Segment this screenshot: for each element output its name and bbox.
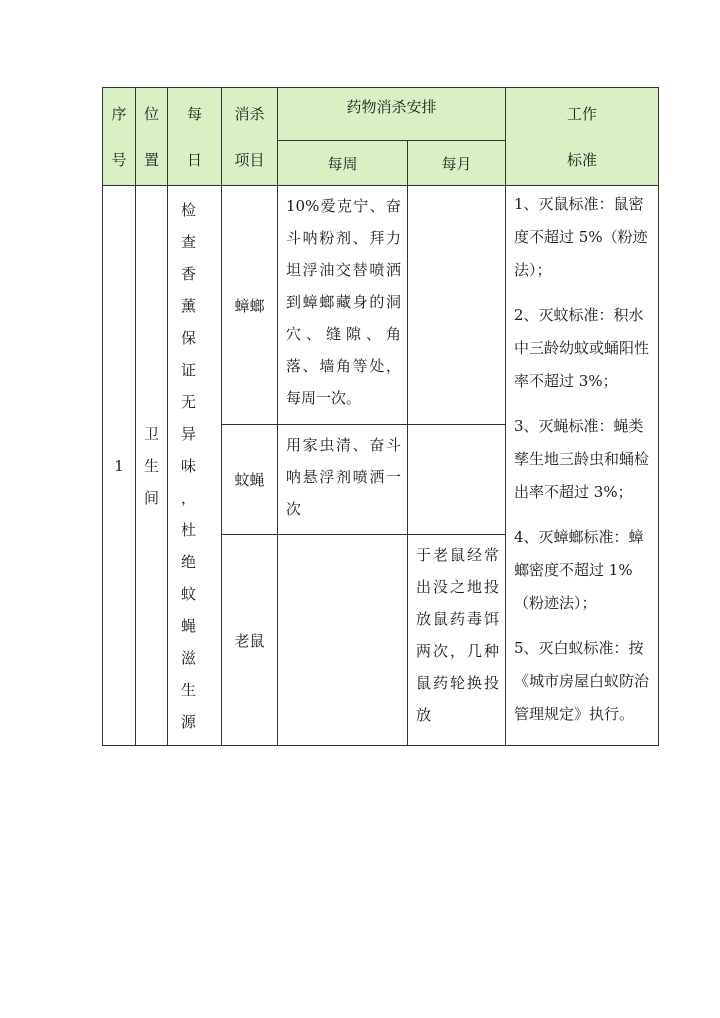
header-standard-line-1: 工作 [567, 104, 598, 123]
header-item-line-2: 项目 [234, 150, 265, 169]
weekly-mosquito-fly-text: 用家虫清、奋斗呐悬浮剂喷洒一次 [286, 436, 401, 519]
header-standard [506, 88, 659, 186]
daily-line-2: 香 薰 [180, 264, 208, 315]
header-standard-line-2: 标准 [567, 150, 598, 169]
standard-item-2: 2、灭蚊标准：积水中三龄幼蚊或蛹阳性率不超过 3%； [514, 306, 650, 390]
cell-standards [506, 186, 659, 746]
cell-pest-mosquito-fly: 蚊蝇 [222, 425, 278, 535]
cell-seq: 1 [103, 186, 136, 746]
location-char-2: 生 [143, 456, 159, 475]
header-daily-line-2: 日 [186, 150, 202, 169]
header-monthly: 每月 [408, 141, 506, 186]
cell-pest-cockroach: 蟑螂 [222, 186, 278, 425]
standard-item-5: 5、灭白蚁标准：按《城市房屋白蚁防治管理规定》执行。 [514, 639, 650, 723]
cell-monthly-cockroach [408, 186, 506, 425]
monthly-rat-text: 于老鼠经常出没之地投放鼠药毒饵两次，几种鼠药轮换投放 [416, 546, 500, 725]
header-seq-line-2: 号 [111, 150, 127, 169]
location-char-1: 卫 [143, 424, 159, 443]
cell-monthly-rat [408, 535, 506, 746]
header-plan: 药物消杀安排 [278, 88, 506, 141]
pest-control-table [102, 87, 659, 746]
standard-item-1: 1、灭鼠标准：鼠密度不超过 5%（粉迹法）； [514, 195, 648, 279]
daily-line-6: 杜 绝 [180, 520, 208, 571]
daily-line-1: 检 查 [180, 200, 208, 251]
header-daily-line-1: 每 [186, 104, 202, 123]
cell-daily [168, 186, 222, 746]
header-weekly: 每周 [278, 141, 408, 186]
daily-line-8: 滋 生 [180, 648, 208, 699]
table-row [103, 186, 659, 425]
weekly-cockroach-text: 10%爱克宁、奋斗呐粉剂、拜力坦浮油交替喷洒到蟑螂藏身的洞穴、缝隙、角落、墙角等处，每周一次。 [286, 197, 401, 407]
header-seq-line-1: 序 [111, 104, 127, 123]
header-seq [103, 88, 136, 186]
location-char-3: 间 [143, 488, 159, 507]
daily-line-9: 源 [180, 712, 208, 731]
header-location [136, 88, 168, 186]
cell-weekly-rat [278, 535, 408, 746]
header-item-line-1: 消杀 [234, 104, 265, 123]
daily-line-3: 保 证 [180, 328, 208, 379]
daily-line-4: 无 异 [180, 392, 208, 443]
header-daily [168, 88, 222, 186]
header-row-1 [103, 88, 659, 141]
cell-weekly-cockroach [278, 186, 408, 425]
header-location-line-2: 置 [143, 150, 159, 169]
standard-item-3: 3、灭蝇标准：蝇类孳生地三龄虫和蛹检出率不超过 3%； [514, 417, 650, 501]
header-location-line-1: 位 [143, 104, 159, 123]
daily-line-7: 蚊 蝇 [180, 584, 208, 635]
cell-weekly-mosquito-fly [278, 425, 408, 535]
header-item [222, 88, 278, 186]
standard-item-4: 4、灭蟑螂标准：蟑螂密度不超过 1%（粉迹法）； [514, 528, 644, 612]
standards-list [506, 186, 658, 745]
cell-location [136, 186, 168, 746]
daily-line-5: 味 ， [180, 456, 208, 507]
cell-monthly-mosquito-fly [408, 425, 506, 535]
cell-pest-rat: 老鼠 [222, 535, 278, 746]
